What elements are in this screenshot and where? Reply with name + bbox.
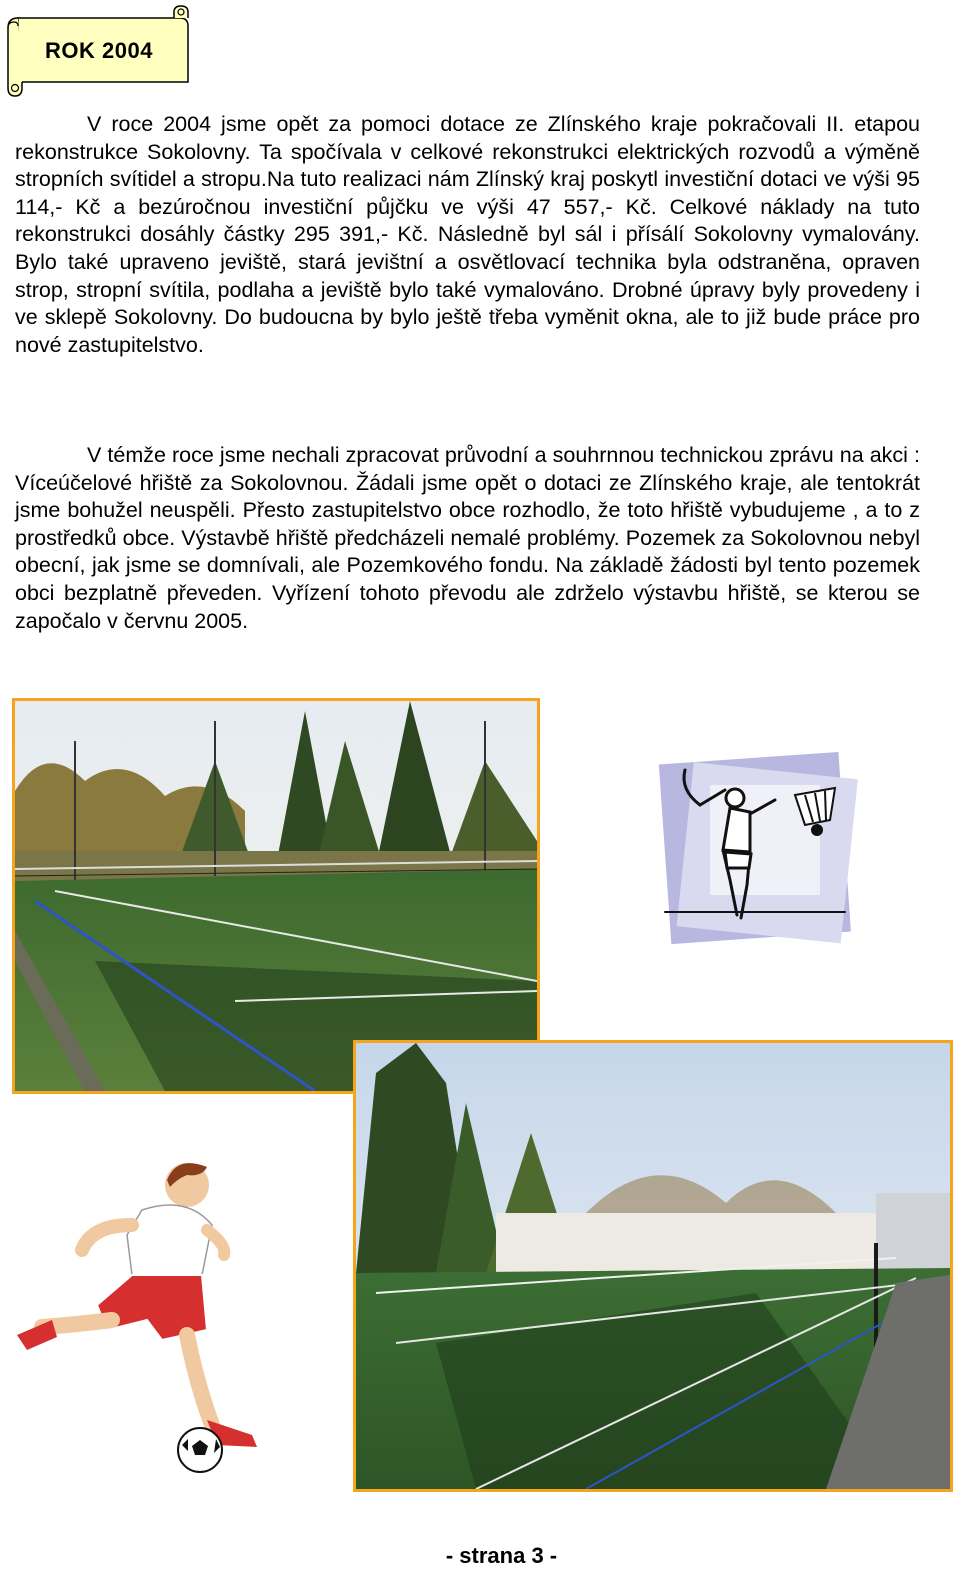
court-photo-2 <box>353 1040 953 1492</box>
court-photo-1 <box>12 698 540 1094</box>
soccer-player-icon <box>12 1155 267 1480</box>
page-number: - strana 3 - <box>445 1543 558 1568</box>
badminton-player-icon <box>655 750 860 950</box>
paragraph-playground: V témže roce jsme nechali zpracovat průvodní a souhrnnou technickou zprávu na akci : Víceúčelové hřiště za Sokolovnou. Žádali jsme opět o dotaci ze Zlínského kraje, ale tentokrát jsme bohužel neuspěli. Přesto zastupitelstvo obce rozhodlo, že toto hřiště vybudujeme , a to z prostředků obce. Výstavbě hřiště předcházeli nemalé problémy. Pozemek za Sokolovnou nebyl obecní, jak jsme se domnívali, ale Pozemkového fondu. Na základě žádosti byl tento pozemek obci bezplatně převeden. Vyřízení tohoto převodu ale zdrželo výstavbu hřiště, se kterou se započalo v červnu 2005. <box>15 443 920 633</box>
paragraph-reconstruction: V roce 2004 jsme opět za pomoci dotace ze Zlínského kraje pokračovali II. etapou rekonstrukce Sokolovny. Ta spočívala v celkové rekonstrukci elektrických rozvodů a výměně stropních svítidel a stropu.Na tuto realizaci nám Zlínský kraj poskytl investiční dotaci ve výši 95 114,- Kč a bezúročnou investiční půjčku ve výši 47 557,- Kč. Celkové náklady na tuto rekonstrukci dosáhly částky 295 391,- Kč. Následně byl sál i přísálí Sokolovny vymalovány. Bylo také upraveno jeviště, stará jevištní a osvětlovací technika byla odstraněna, opraven strop, stropní svítila, podlaha a jeviště bylo také vymalováno. Drobné úpravy byly provedeny i ve sklepě Sokolovny. Do budoucna by bylo ještě třeba vyměnit okna, ale to již bude práce pro nové zastupitelstvo. <box>15 112 920 357</box>
year-banner <box>4 4 188 96</box>
banner-title: ROK 2004 <box>45 38 153 63</box>
